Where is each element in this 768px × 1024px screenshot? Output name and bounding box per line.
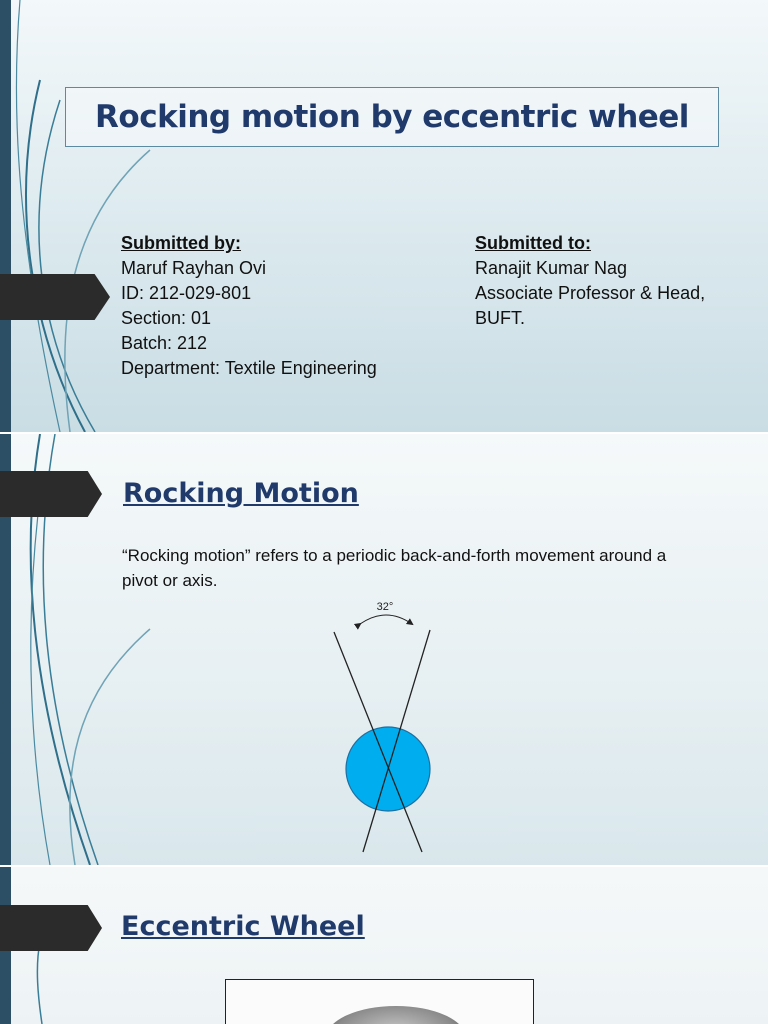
submitter-department: Department: Textile Engineering	[121, 358, 377, 378]
rocking-motion-diagram	[320, 594, 450, 859]
title-box	[65, 87, 719, 147]
slide-title	[0, 0, 768, 432]
submitter-name: Maruf Rayhan Ovi	[121, 258, 267, 278]
arrow-tab	[0, 274, 110, 320]
section-title-rocking-motion: Rocking Motion	[123, 478, 359, 509]
submitted-to-heading: Submitted to:	[475, 233, 591, 253]
submitted-by-block	[121, 231, 377, 381]
angle-arc	[360, 615, 412, 624]
section-title-eccentric-wheel: Eccentric Wheel	[121, 911, 365, 942]
slide-eccentric-wheel	[0, 867, 768, 1024]
submitter-batch: Batch: 212	[121, 333, 208, 353]
arrow-tab	[0, 905, 102, 951]
recipient-name: Ranajit Kumar Nag	[475, 258, 628, 278]
arrow-tab	[0, 471, 102, 517]
recipient-institution: BUFT.	[475, 308, 526, 328]
submitted-to-block	[475, 231, 705, 331]
angle-label: 32°	[376, 601, 394, 613]
slide-rocking-motion	[0, 434, 768, 865]
left-accent-bar	[0, 0, 11, 432]
eccentric-wheel-image	[225, 979, 534, 1024]
rocking-motion-definition: “Rocking motion” refers to a periodic back-and-forth movement around a pivot or axis.	[122, 546, 667, 590]
submitted-by-heading: Submitted by:	[121, 233, 241, 253]
recipient-title: Associate Professor & Head,	[475, 283, 706, 303]
presentation-title: Rocking motion by eccentric wheel	[95, 99, 689, 135]
submitter-section: Section: 01	[121, 308, 212, 328]
submitter-id: ID: 212-029-801	[121, 283, 252, 303]
eccentric-wheel-photo	[226, 980, 534, 1024]
